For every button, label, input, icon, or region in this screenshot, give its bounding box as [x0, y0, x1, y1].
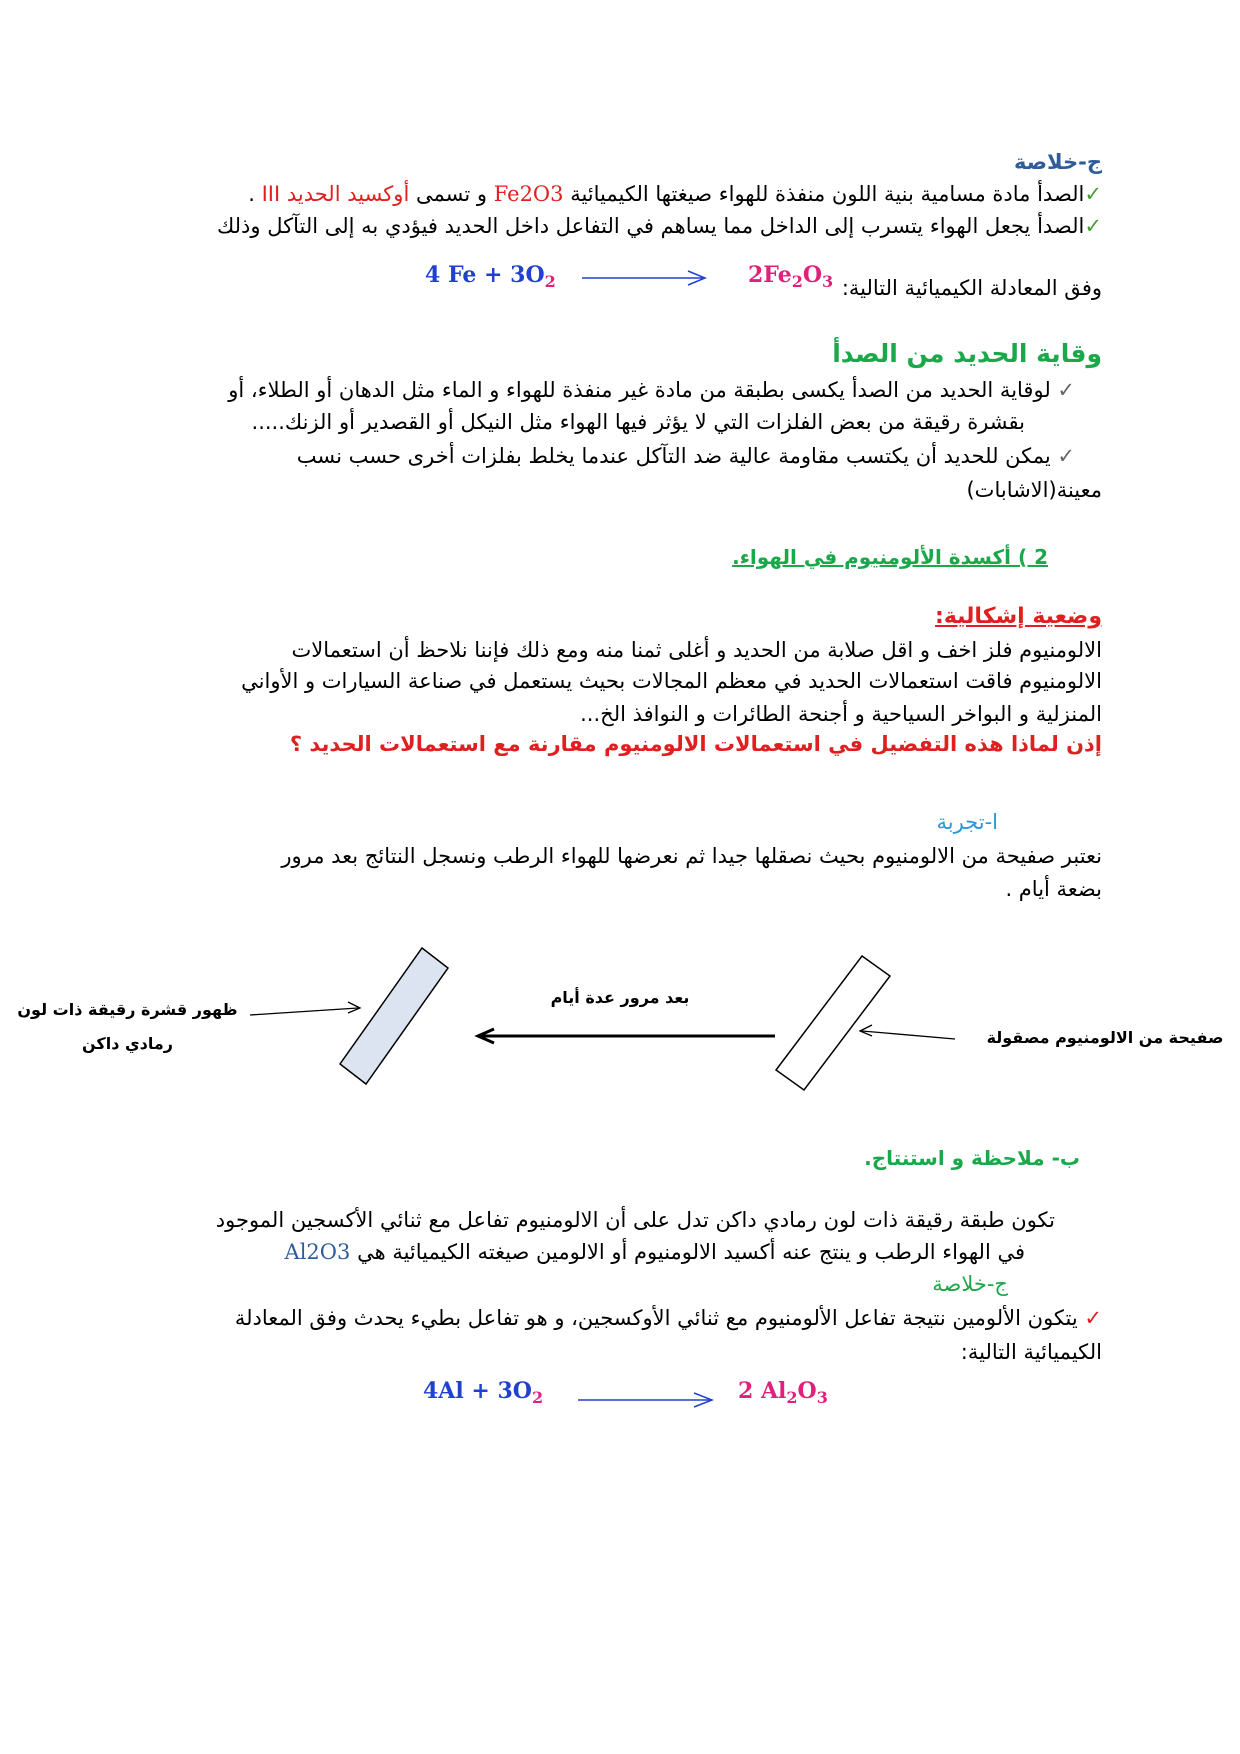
summary2-line-1: ✓ يتكون الألومين نتيجة تفاعل الألومنيوم مع ثنائي الأوكسجين، و هو تفاعل بطيء يحدث وفق المعادلة: [234, 1306, 1102, 1330]
summary-bullet-2: ✓الصدأ يجعل الهواء يتسرب إلى الداخل مما يساهم في التفاعل داخل الحديد فيؤدي به إلى التآكل وذلك: [216, 214, 1102, 238]
summary2-heading: ج-خلاصة: [932, 1272, 1008, 1296]
protection-item-2-cont: معينة(الاشابات): [966, 478, 1102, 502]
protection-item-2: ✓ يمكن للحديد أن يكتسب مقاومة عالية ضد التآكل عندما يخلط بفلزات أخرى حسب نسب: [296, 444, 1075, 468]
check-icon: ✓: [1084, 182, 1102, 206]
observation-heading: ب- ملاحظة و استنتاج.: [864, 1146, 1080, 1170]
check-icon: ✓: [1050, 378, 1075, 402]
experiment-line-1: نعتبر صفيحة من الالومنيوم بحيث نصقلها جيدا ثم نعرضها للهواء الرطب ونسجل النتائج بعد مرور: [281, 844, 1102, 868]
protection-item-1: ✓ لوقاية الحديد من الصدأ يكسى بطبقة من مادة غير منفذة للهواء و الماء مثل الدهان أو الطلاء، أو: [228, 378, 1075, 402]
iron-equation-product: $2Fe_2O_3$: [748, 262, 834, 291]
check-icon: ✓: [1084, 214, 1102, 238]
oxidized-plate-label-2: رمادي داكن: [82, 1034, 173, 1053]
reaction-arrow-icon: [580, 268, 710, 288]
rust-formula: Fe2O3: [493, 182, 564, 206]
problem-question: إذن لماذا هذه التفضيل في استعمالات الالومنيوم مقارنة مع استعمالات الحديد ؟: [289, 732, 1102, 756]
problem-line-1: الالومنيوم فلز اخف و اقل صلابة من الحديد و أغلى ثمنا منه ومع ذلك فإننا نلاحظ أن استعمالات: [291, 638, 1102, 662]
observation-line-2: في الهواء الرطب و ينتج عنه أكسيد الالومنيوم أو الالومين صيغته الكيميائية هي Al2O3: [284, 1240, 1025, 1264]
experiment-line-2: بضعة أيام .: [1005, 877, 1102, 901]
aluminium-equation-product: 2 $Al_2O_3$: [738, 1378, 828, 1407]
summary-heading: ج-خلاصة: [1014, 150, 1102, 174]
check-icon: ✓: [1077, 1306, 1102, 1330]
problem-line-3: المنزلية و البواخر السياحية و أجنحة الطائرات و النوافذ الخ...: [580, 702, 1102, 726]
oxidized-plate: [340, 948, 448, 1084]
summary-bullet-1: ✓الصدأ مادة مسامية بنية اللون منفذة للهواء صيغتها الكيميائية Fe2O3 و تسمى أوكسيد الحديد III .: [248, 182, 1102, 206]
alumina-formula: Al2O3: [284, 1240, 351, 1264]
equation-intro: وفق المعادلة الكيميائية التالية:: [841, 276, 1102, 300]
iron-oxide-name: أوكسيد الحديد III: [261, 182, 410, 206]
polished-plate: [776, 956, 890, 1090]
summary2-line-2: الكيميائية التالية:: [960, 1340, 1102, 1364]
reaction-arrow-icon: [576, 1390, 716, 1410]
polished-plate-label: صفيحة من الالومنيوم مصقولة: [986, 1028, 1224, 1047]
problem-heading: وضعية إشكالية:: [935, 604, 1102, 629]
check-icon: ✓: [1050, 444, 1075, 468]
aluminium-equation: $4Al + 3O_2$: [423, 1378, 544, 1407]
problem-line-2: الالومنيوم فاقت استعمالات الحديد في معظم المجالات بحيث يستعمل في صناعة السيارات و الأواني: [241, 669, 1102, 693]
oxidized-plate-label-1: ظهور قشرة رقيقة ذات لون: [17, 1000, 238, 1019]
protection-heading: وقاية الحديد من الصدأ: [832, 339, 1102, 368]
observation-line-1: تكون طبقة رقيقة ذات لون رمادي داكن تدل على أن الالومنيوم تفاعل مع ثنائي الأكسجين الموجود: [215, 1208, 1055, 1232]
experiment-heading: ا-تجربة: [936, 810, 998, 834]
arrow-label: بعد مرور عدة أيام: [550, 988, 690, 1007]
protection-item-1-cont: بقشرة رقيقة من بعض الفلزات التي لا يؤثر فيها الهواء مثل النيكل أو القصدير أو الزنك.....: [251, 410, 1025, 434]
section-2-heading: 2 ) أكسدة الألومنيوم في الهواء.: [732, 545, 1048, 569]
iron-equation: 4 $Fe + 3O_2$: [425, 262, 556, 291]
